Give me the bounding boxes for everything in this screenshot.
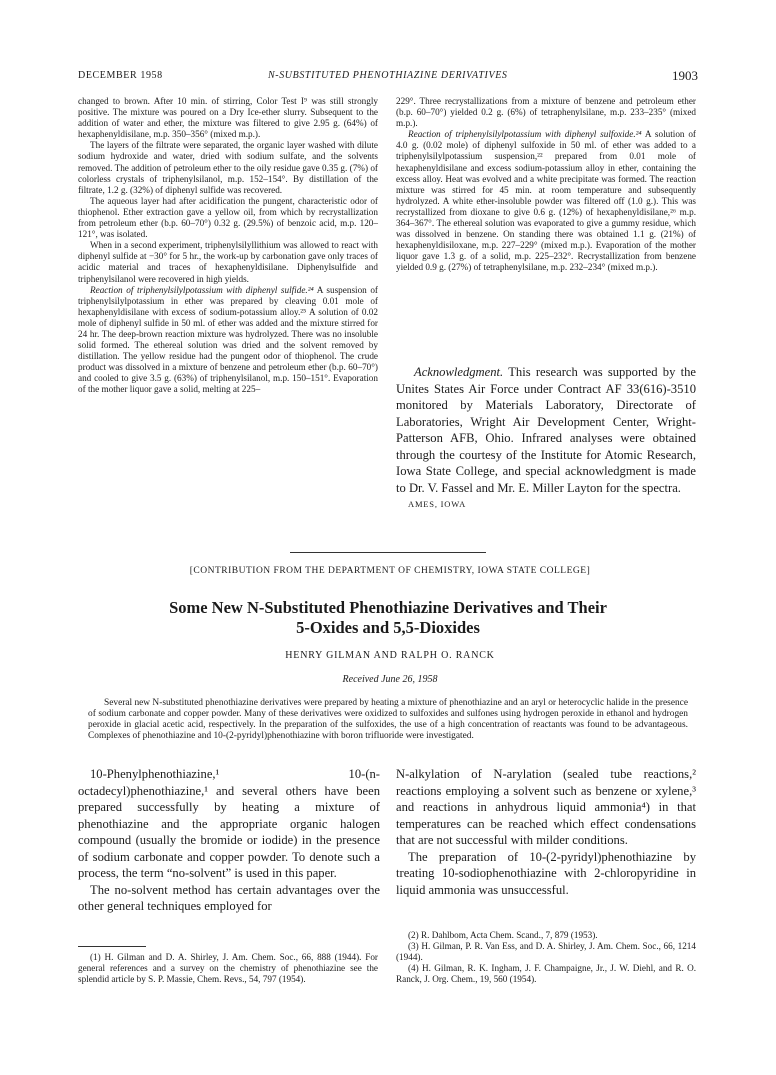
contribution-line: [CONTRIBUTION FROM THE DEPARTMENT OF CHEMISTRY, IOWA STATE COLLEGE] (189, 566, 591, 576)
body-left-column (78, 766, 380, 915)
section-heading: Reaction of triphenylsilylpotassium with diphenyl sulfoxide.²⁴ (408, 129, 642, 140)
paragraph: The no-solvent method has certain advantages over the other general techniques employed for (78, 882, 380, 913)
paragraph (396, 364, 696, 496)
section-divider (290, 552, 486, 553)
paragraph: The preparation of 10-(2-pyridyl)phenothiazine by treating 10-sodiophenothiazine with 2-chloropyridine in liquid ammonia was unsuccessful. (396, 849, 696, 897)
acknowledgment (396, 364, 696, 513)
footnote-rule (78, 946, 146, 947)
title-line: Some New N-Substituted Phenothiazine Derivatives and Their (169, 598, 607, 617)
footnotes-right (396, 930, 696, 985)
top-left-column (78, 96, 378, 396)
section-heading: Reaction of triphenylsilylpotassium with diphenyl sulfide.²⁴ (90, 284, 314, 295)
received-date: Received June 26, 1958 (342, 674, 438, 685)
ack-heading: Acknowledgment. (414, 365, 504, 379)
article-title (88, 598, 688, 638)
paragraph: N-alkylation of N-arylation (sealed tube reactions,² reactions employing a solvent such as benzene or xylene,³ and reactions in anhydrous liquid ammonia⁴) in that temperatures can be reached which effect condensations that are not successful with milder conditions. (396, 767, 696, 847)
footnote: (2) R. Dahlbom, Acta Chem. Scand., 7, 879 (1953). (408, 930, 598, 940)
ack-text: This research was supported by the Unites States Air Force under Contract AF 33(616)-3510 monitored by Materials Laboratory, Directorate of Laboratories, Wright Air Development Center, Wright-Patterson AFB, Ohio. Infrared analyses were obtained through the courtesy of the Institute for Atomic Research, Iowa State College, and special acknowledgment is made to Dr. V. Fassel and Mr. E. Miller Layton for the spectra. (396, 365, 696, 495)
header-title: N-SUBSTITUTED PHENOTHIAZINE DERIVATIVES (268, 70, 508, 81)
footnote: (4) H. Gilman, R. K. Ingham, J. F. Champaigne, Jr., J. W. Diehl, and R. O. Ranck, J. Org. Chem., 19, 560 (1954). (396, 963, 696, 985)
running-header (78, 70, 698, 84)
top-right-column (396, 96, 696, 274)
paragraph: changed to brown. After 10 min. of stirring, Color Test I⁹ was still strongly positive. The mixture was poured on a Dry Ice-ether slurry. Subsequent to the addition of water and ether, the mixture was filtered to give 2.95 g. (64%) of hexaphenyldisilane, m.p. 350–356° (mixed m.p.). (78, 96, 378, 140)
paragraph: The layers of the filtrate were separated, the organic layer washed with dilute sodium hydroxide and water, dried with sodium sulfate, and the solvents removed. The addition of petroleum ether to the oily residue gave 0.35 g. (7%) of colorless crystals of triphenylsilanol, m.p. 152–154°. By distillation of the filtrate, 1.2 g. (32%) of diphenyl sulfide was recovered. (78, 140, 378, 195)
title-line: 5-Oxides and 5,5-Dioxides (296, 618, 480, 637)
authors: HENRY GILMAN AND RALPH O. RANCK (285, 650, 495, 661)
paragraph: 10-Phenylphenothiazine,¹ 10-(n-octadecyl)phenothiazine,¹ and several others have been prepared successfully by heating a mixture of phenothiazine and the appropriate organic halogen compound (usually the bromide or iodide) in the presence of sodium carbonate and copper powder. To denote such a process, the term “no-solvent” is used in this paper. (78, 767, 380, 880)
place-line: AMES, IOWA (408, 499, 467, 509)
footnote: (3) H. Gilman, P. R. Van Ess, and D. A. Shirley, J. Am. Chem. Soc., 66, 1214 (1944). (396, 941, 696, 963)
abstract: Several new N-substituted phenothiazine derivatives were prepared by heating a mixture of phenothiazine and an aryl or heterocyclic halide in the presence of sodium carbonate and copper powder. Many of these derivatives were oxidized to sulfoxides and sulfones using hydrogen peroxide in ethanol and hydrogen peroxide in glacial acetic acid, respectively. In the preparation of the sulfoxides, the use of a high concentration of reactants was found to be advantageous. Complexes of phenothiazine and 10-(2-pyridyl)phenothiazine with boron trifluoride were investigated. (88, 698, 688, 742)
paragraph (396, 129, 696, 273)
paragraph: When in a second experiment, triphenylsilyllithium was allowed to react with diphenyl sulfide at −30° for 5 hr., the work-up by carbonation gave only traces of acidic material and traces of hexaphenyldisilane. Diphenylsulfide and triphenylsilanol were recovered in high yields. (78, 240, 378, 284)
paragraph-text: A suspension of triphenylsilylpotassium in ether was prepared by cleaving 0.01 mole of hexaphenyldisilane with excess of sodium-potassium alloy.²⁵ A solution of 0.02 mole of diphenyl sulfide in 50 ml. of ether was added and the mixture stirred for 24 hr. The deep-brown reaction mixture was hydrolyzed. There was no insoluble solid formed. The ethereal solution was dried and the solvent removed by distillation. The yellow residue had the pungent odor of thiophenol. The crude product was dissolved in a mixture of benzene and petroleum ether (b.p. 60–70°) and cooled to give 3.5 g. (63%) of triphenylsilanol, m.p. 150–151°. Evaporation of the mother liquor gave a solid, melting at 225– (78, 284, 378, 395)
paragraph: 229°. Three recrystallizations from a mixture of benzene and petroleum ether (b.p. 60–70°) yielded 0.2 g. (6%) of tetraphenylsilane, m.p. 233–235° (mixed m.p.). (396, 96, 696, 129)
paragraph: The aqueous layer had after acidification the pungent, characteristic odor of thiophenol. Ether extraction gave a yellow oil, from which by recrystallization from petroleum ether (b.p. 60–70°) 0.32 g. (29.5%) of benzoic acid, m.p. 120–121°, was isolated. (78, 195, 378, 240)
paragraph-text: A solution of 4.0 g. (0.02 mole) of diphenyl sulfoxide in 50 ml. of ether was added to a triphenylsilylpotassium suspension,²² prepared from 0.01 mole of hexaphenyldisilane and excess sodium-potassium alloy in ether, containing the excess alloy. Heat was evolved and a white precipitate was formed. The reaction mixture was stirred for 45 min. at room temperature and subsequently hydrolyzed. A white ether-insoluble powder was filtered off (1.0 g.). This was recrystallized from dioxane to give 0.6 g. (12%) of hexaphenyldisilane,²⁶ m.p. 364–367°. The ethereal solution was evaporated to give a gummy residue, which was dissolved in benzene. On standing there was obtained 1.1 g. (21%) of hexaphenyldisiloxane, m.p. 227–229° (mixed m.p.). Evaporation of the mother liquor gave 1.3 g. of a solid, m.p. 225–232°. Recrystallization from benzene yielded 0.9 g. (27%) of tetraphenylsilane, m.p. 232–234° (mixed m.p.). (396, 129, 696, 273)
header-date: DECEMBER 1958 (78, 70, 163, 81)
page-number: 1903 (672, 68, 698, 83)
footnote: (1) H. Gilman and D. A. Shirley, J. Am. Chem. Soc., 66, 888 (1944). For general references and a survey on the chemistry of phenothiazine see the splendid article by S. P. Massie, Chem. Revs., 54, 797 (1954). (78, 952, 378, 985)
paragraph (78, 285, 378, 396)
body-right-column (396, 766, 696, 898)
footnotes-left (78, 952, 378, 985)
